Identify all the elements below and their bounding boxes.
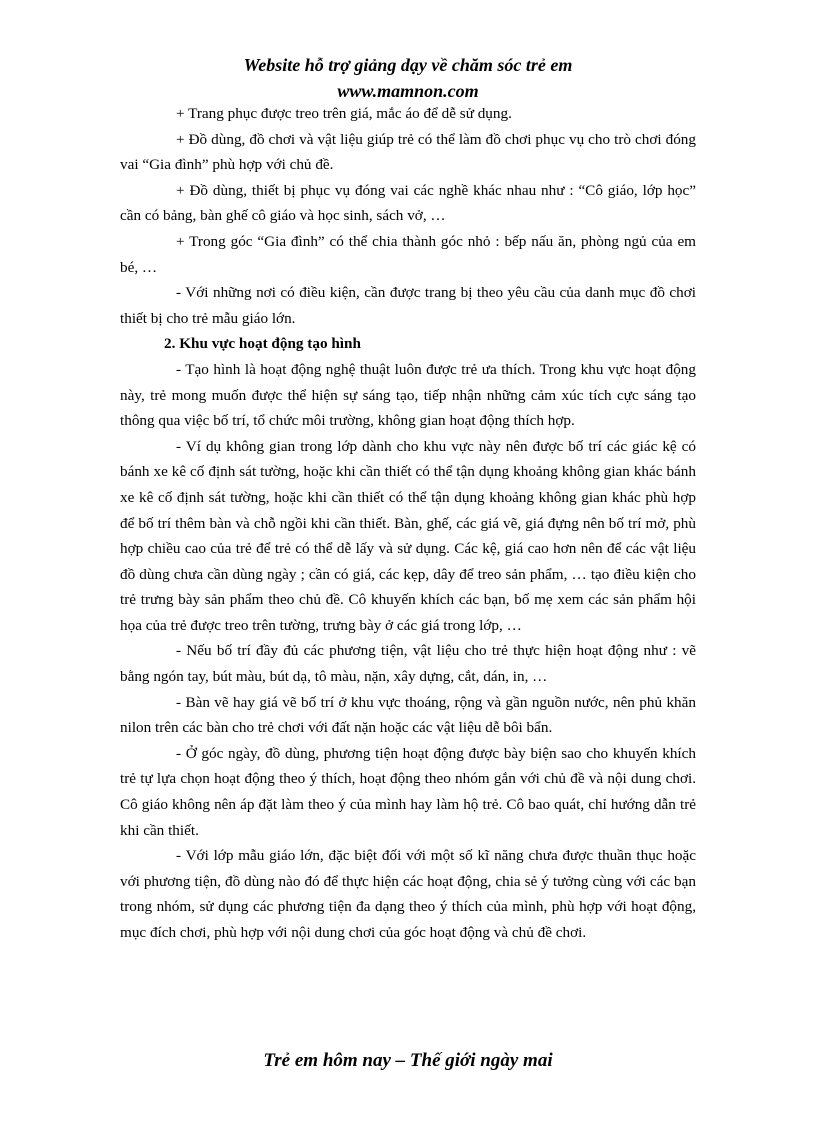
page-footer: Trẻ em hôm nay – Thế giới ngày mai: [263, 1050, 553, 1071]
paragraph-family-corner: + Trong góc “Gia đình” có thể chia thành góc nhỏ : bếp nấu ăn, phòng ngủ của em bé, …: [120, 232, 696, 276]
paragraph-art-intro: - Tạo hình là hoạt động nghệ thuật luôn được trẻ ưa thích. Trong khu vực hoạt động này, trẻ mong muốn được thể hiện sự sáng tạo, tiếp nhận những cảm xúc tích cực sáng tạo thông qua việc bố trí, tổ chức môi trường, không gian hoạt động thích hợp.: [120, 360, 696, 430]
paragraph-older-class: - Với lớp mẫu giáo lớn, đặc biệt đối với một số kĩ năng chưa được thuần thục hoặc với phương tiện, đồ dùng nào đó để thực hiện các hoạt động, chia sẻ ý tưởng cùng với các bạn trong nhóm, sử dụng các phương tiện đa dạng theo ý thích của mình, phù hợp với hoạt động, mục đích chơi, phù hợp với nội dung chơi của góc hoạt động và chủ đề chơi.: [120, 847, 696, 941]
paragraph-equipment: - Với những nơi có điều kiện, cần được trang bị theo yêu cầu của danh mục đồ chơi thiết bị cho trẻ mẫu giáo lớn.: [120, 284, 696, 327]
paragraph-corner-setup: - Ở góc ngày, đồ dùng, phương tiện hoạt động được bày biện sao cho khuyến khích trẻ tự lựa chọn hoạt động theo ý thích, hoạt động theo nhóm gắn với chủ đề và nội dung chơi. Cô giáo không nên áp đặt làm theo ý của mình hay làm hộ trẻ. Cô bao quát, chỉ hướng dẫn trẻ khi cần thiết.: [120, 744, 696, 839]
header-url: www.mamnon.com: [337, 81, 479, 101]
paragraph-costume: + Trang phục được treo trên giá, mắc áo để dễ sử dụng.: [176, 105, 512, 122]
header-title: Website hỗ trợ giảng dạy về chăm sóc trẻ em: [243, 55, 573, 75]
paragraph-space-example: - Ví dụ không gian trong lớp dành cho khu vực này nên được bố trí các giác kệ có bánh xe kê cố định sát tường, hoặc khi cần thiết có thể tận dụng khoảng không gian khác bánh xe kê cố định sát tường, hoặc khi cần thiết có thể tận dụng khoảng không gian khác phù hợp để bố trí thêm bàn và chỗ ngồi khi cần thiết. Bàn, ghế, các giá vẽ, giá đựng nên bố trí mở, phù hợp chiều cao của trẻ để trẻ có thể dễ lấy và sử dụng. Các kệ, giá cao hơn nên để các vật liệu đồ dùng chưa cần dùng ngày ; cần có giá, các kẹp, dây để treo sản phẩm, … tạo điều kiện cho trẻ trưng bày sản phẩm theo chủ đề. Cô khuyến khích các bạn, bố mẹ xem các sản phẩm hội họa của trẻ được treo trên tường, trưng bày ở các giá trong lớp, …: [120, 437, 696, 634]
section-heading: 2. Khu vực hoạt động tạo hình: [164, 335, 361, 353]
paragraph-drawing-table: - Bàn vẽ hay giá vẽ bố trí ở khu vực thoáng, rộng và gần nguồn nước, nên phủ khăn nilon trên các bàn cho trẻ chơi với đất nặn hoặc các vật liệu dễ bôi bẩn.: [120, 693, 696, 737]
document-body: [120, 101, 696, 946]
paragraph-materials: - Nếu bố trí đầy đủ các phương tiện, vật liệu cho trẻ thực hiện hoạt động như : vẽ bằng ngón tay, bút màu, bút dạ, tô màu, nặn, xây dựng, cắt, dán, in, …: [120, 642, 696, 686]
page-header: [0, 52, 816, 104]
paragraph-roleplay-teacher: + Đồ dùng, thiết bị phục vụ đóng vai các nghề khác nhau như : “Cô giáo, lớp học” cần có bảng, bàn ghế cô giáo và học sinh, sách vở, …: [120, 181, 696, 225]
paragraph-toys-family: + Đồ dùng, đồ chơi và vật liệu giúp trẻ có thể làm đồ chơi phục vụ cho trò chơi đóng vai “Gia đình” phù hợp với chủ đề.: [120, 130, 696, 174]
